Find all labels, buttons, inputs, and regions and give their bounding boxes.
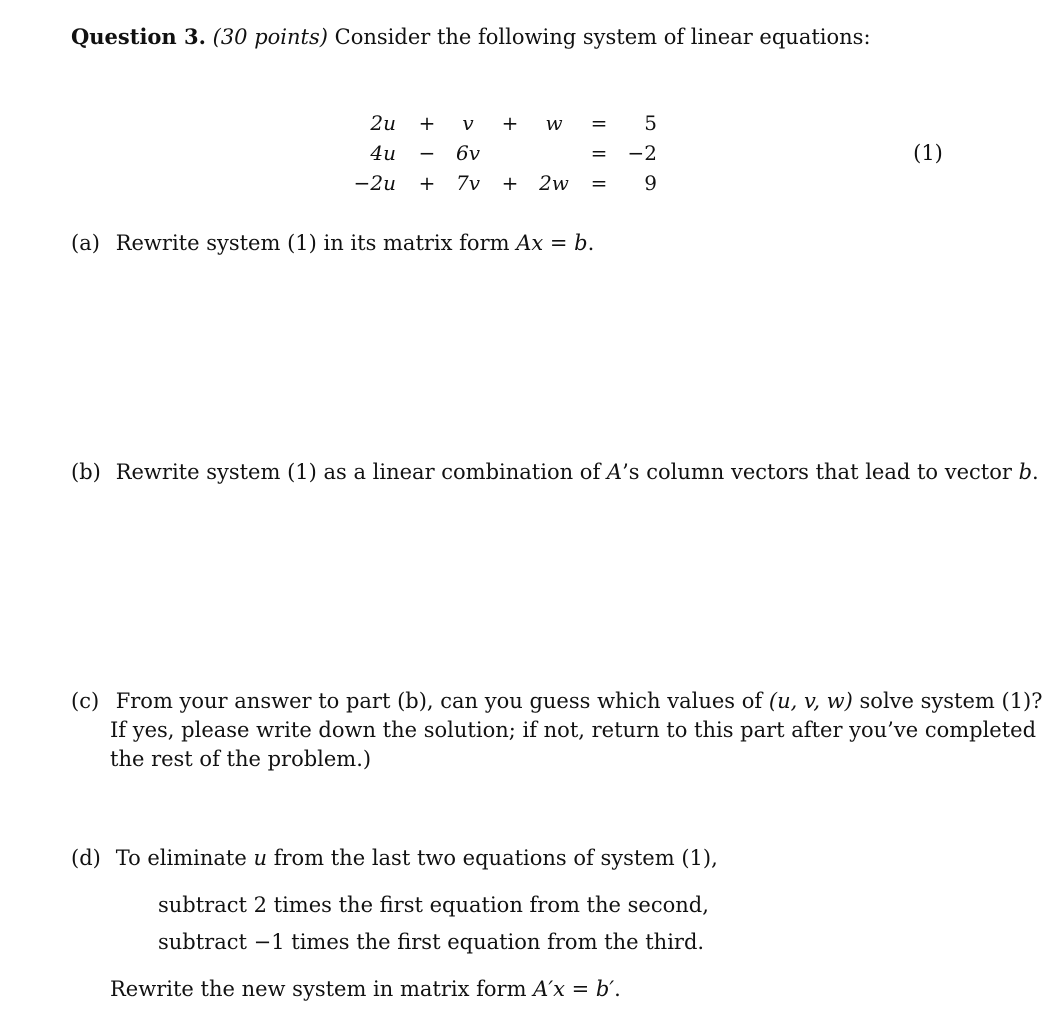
eq-equals: = xyxy=(590,171,608,195)
part-d-final-period: . xyxy=(614,977,621,1001)
part-d-step1: subtract 2 times the first equation from the second, xyxy=(158,893,709,917)
eq-operator: + xyxy=(418,171,436,195)
part-d-text-after: from the last two equations of system (1), xyxy=(273,846,718,870)
part-a-math: Ax = b xyxy=(516,231,588,255)
part-b-math-b: b xyxy=(1018,460,1033,484)
part-d-label: (d) xyxy=(71,846,101,870)
question-header xyxy=(71,22,871,52)
part-c-line2: If yes, please write down the solution; if not, return to this part after you’ve completed xyxy=(110,718,1037,742)
part-d-line1 xyxy=(71,843,718,873)
part-d-step2: subtract −1 times the first equation from the third. xyxy=(158,930,705,954)
eq-term-u: 2u xyxy=(370,111,396,135)
part-c-line3: the rest of the problem.) xyxy=(110,747,372,771)
eq-operator: − xyxy=(418,141,436,165)
part-c-math: (u, v, w) xyxy=(768,689,853,713)
part-b xyxy=(71,457,1039,487)
equation-number: (1) xyxy=(913,141,943,165)
eq-term-w: 2w xyxy=(539,171,569,195)
part-a-label: (a) xyxy=(71,231,100,255)
eq-rhs: −2 xyxy=(627,141,657,165)
eq-operator: + xyxy=(501,111,519,135)
question-number: Question 3. xyxy=(71,24,206,49)
eq-term-u: −2u xyxy=(353,171,396,195)
part-d-text: To eliminate xyxy=(115,846,247,870)
eq-term-u: 4u xyxy=(370,141,396,165)
eq-term-v: v xyxy=(462,111,474,135)
eq-term-w: w xyxy=(545,111,563,135)
part-a-period: . xyxy=(587,231,595,255)
part-c-text: From your answer to part (b), can you guess which values of xyxy=(115,689,763,713)
eq-term-v: 7v xyxy=(455,171,481,195)
part-b-math-a: A xyxy=(606,460,623,484)
part-b-label: (b) xyxy=(71,460,101,484)
eq-equals: = xyxy=(590,111,608,135)
eq-term-v: 6v xyxy=(455,141,481,165)
part-a xyxy=(71,228,594,258)
part-c-line1 xyxy=(71,686,1043,716)
part-a-text: Rewrite system (1) in its matrix form xyxy=(115,231,510,255)
eq-rhs: 5 xyxy=(644,111,657,135)
question-intro: Consider the following system of linear equations: xyxy=(334,25,871,49)
part-d-final xyxy=(110,974,621,1004)
question-points: (30 points) xyxy=(212,25,328,49)
part-b-text: Rewrite system (1) as a linear combination of xyxy=(115,460,601,484)
part-d-math-u: u xyxy=(253,846,268,870)
equation-row xyxy=(0,168,998,198)
part-b-text-mid: ’s column vectors that lead to vector xyxy=(622,460,1012,484)
eq-equals: = xyxy=(590,141,608,165)
eq-operator: + xyxy=(418,111,436,135)
part-d-final-text: Rewrite the new system in matrix form xyxy=(110,977,527,1001)
part-c-text-after: solve system (1)? xyxy=(859,689,1043,713)
part-c-label: (c) xyxy=(71,689,100,713)
eq-operator: + xyxy=(501,171,519,195)
part-b-period: . xyxy=(1032,460,1039,484)
equation-row xyxy=(0,138,998,168)
part-d-final-math: A′x = b′ xyxy=(533,977,615,1001)
equation-row xyxy=(0,108,998,138)
eq-rhs: 9 xyxy=(644,171,657,195)
